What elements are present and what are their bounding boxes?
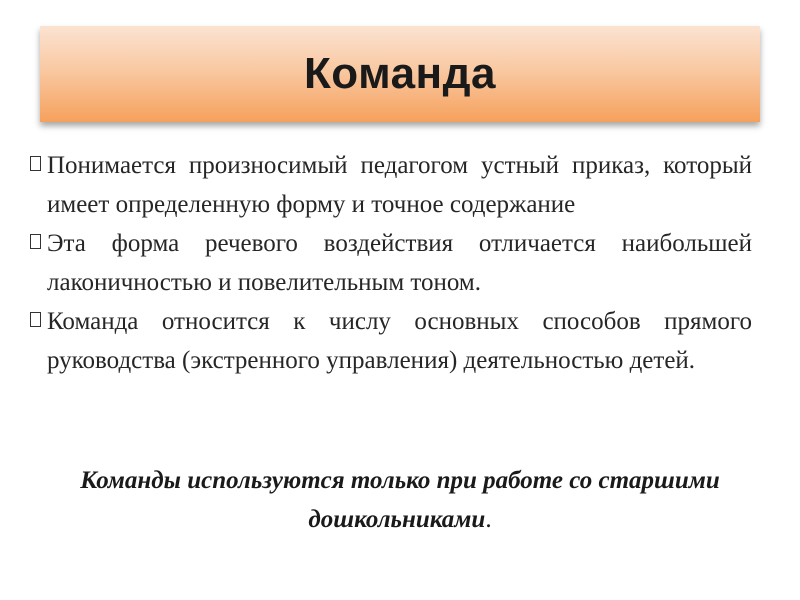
bullet-item (32, 146, 752, 224)
closing-note (40, 461, 760, 539)
square-bullet-icon (30, 234, 41, 249)
square-bullet-icon (30, 312, 41, 327)
bullet-list (32, 146, 752, 380)
square-bullet-icon (30, 156, 41, 171)
title-banner (40, 26, 760, 122)
bullet-item (32, 224, 752, 302)
closing-period: . (485, 506, 492, 533)
bullet-text: Понимается произносимый педагогом устный приказ, который имеет определенную форму и точное содержание (47, 152, 752, 218)
bullet-item (32, 302, 752, 380)
closing-emphasis: Команды используются только при работе со старшими дошкольниками (80, 467, 720, 533)
bullet-text: Эта форма речевого воздействия отличается наибольшей лаконичностью и повелительным тоном. (47, 230, 752, 296)
bullet-text: Команда относится к числу основных способов прямого руководства (экстренного управления) деятельностью детей. (47, 308, 752, 374)
slide-title: Команда (303, 49, 497, 98)
